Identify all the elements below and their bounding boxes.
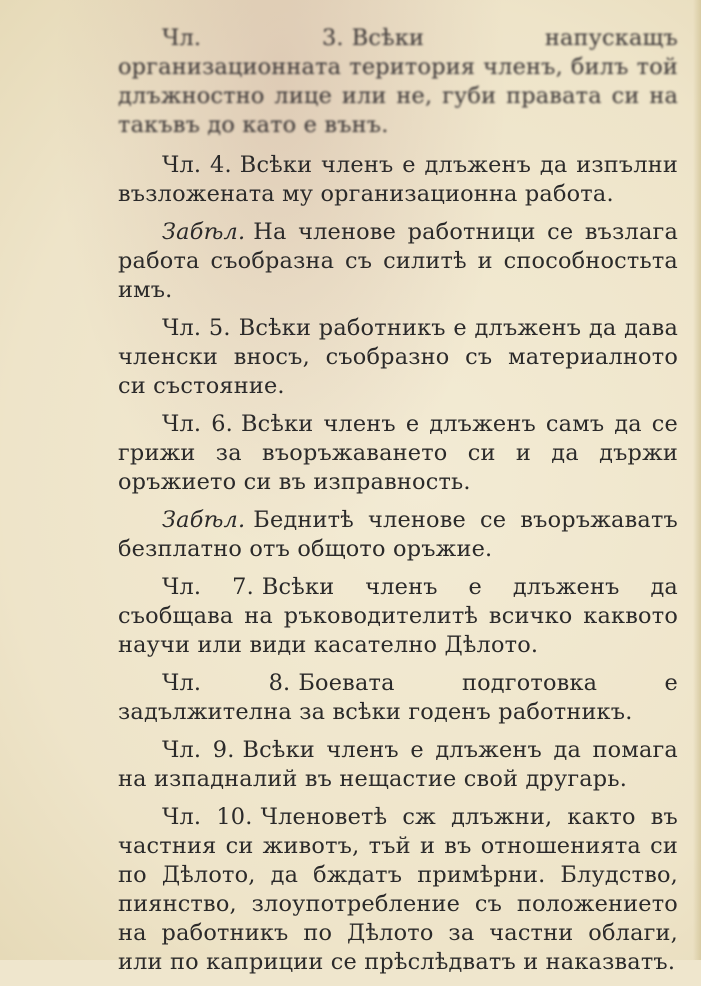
article-heading: Чл. 9. — [162, 737, 235, 763]
article-heading: Чл. 4. — [162, 152, 232, 178]
article-body: Всѣки напускащъ организационната територия членъ, билъ той длъжностно лице или не, губи правата си на такъвъ до като е вънъ. — [118, 25, 678, 138]
article-body: Всѣки членъ е длъженъ да помага на изпадналий въ нещастие свой другарь. — [118, 737, 678, 792]
article-body: Всѣки работникъ е длъженъ да дава членски вносъ, съобразно съ материалното си състояние. — [118, 315, 678, 399]
article-8 — [118, 669, 678, 727]
article-3 — [118, 24, 678, 140]
article-heading: Чл. 8. — [162, 670, 291, 696]
article-heading: Чл. 7. — [162, 574, 254, 600]
article-body: Всѣки членъ е длъженъ да изпълни възложената му организационна работа. — [118, 152, 678, 207]
note-label: Забѣл. — [162, 507, 246, 533]
article-body: Всѣки членъ е длъженъ да съобщава на ръководителитѣ всичко каквото научи или види касателно Дѣлото. — [118, 574, 678, 658]
article-4 — [118, 151, 678, 209]
note-body: На членове работници се възлага работа съобразна съ силитѣ и способностьта имъ. — [118, 219, 678, 303]
page-edge — [693, 0, 701, 960]
document-text — [118, 24, 678, 986]
article-5 — [118, 314, 678, 401]
article-heading: Чл. 3. — [162, 25, 344, 51]
article-7 — [118, 573, 678, 660]
article-body: Членоветѣ сж длъжни, както въ частния си животъ, тъй и въ отношенията си по Дѣлото, да бждатъ примѣрни. Блудство, пиянство, злоупотребление съ положението на работникъ по Дѣлото за частни облаги, или по каприции се прѣслѣдватъ и наказватъ. — [118, 804, 678, 975]
article-6 — [118, 410, 678, 497]
note-label: Забѣл. — [162, 219, 246, 245]
article-10 — [118, 803, 678, 977]
note-2 — [118, 506, 678, 564]
article-heading: Чл. 10. — [162, 804, 253, 830]
note-1 — [118, 218, 678, 305]
article-body: Боевата подготовка е задължителна за всѣки годенъ работникъ. — [118, 670, 678, 725]
note-body: Беднитѣ членове се въоръжаватъ безплатно отъ общото оръжие. — [118, 507, 678, 562]
article-heading: Чл. 6. — [162, 411, 233, 437]
article-9 — [118, 736, 678, 794]
article-body: Всѣки членъ е длъженъ самъ да се грижи за въоръжаването си и да държи оръжието си въ изправность. — [118, 411, 678, 495]
article-heading: Чл. 5. — [162, 315, 231, 341]
